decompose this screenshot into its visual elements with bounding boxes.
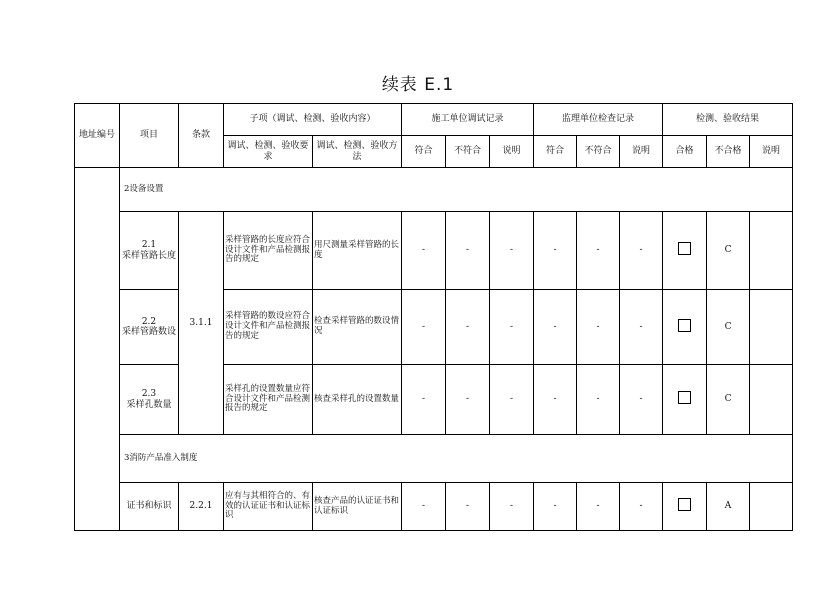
fail-level-cell: C [707,365,750,435]
page-title: 续表 E.1 [381,75,455,95]
result-note-cell[interactable] [750,365,793,435]
header-item: 项目 [120,104,179,168]
method-cell: 检查采样管路的数设情况 [313,290,402,365]
header-s-note: 说明 [620,136,663,168]
c-nonconform-cell: - [446,290,490,365]
header-construction-group: 施工单位调试记录 [402,104,534,136]
header-pass: 合格 [663,136,707,168]
c-nonconform-cell: - [446,483,490,531]
item-name: 采样管路长度 [122,250,177,261]
result-note-cell[interactable] [750,212,793,290]
item-name: 采样孔数量 [126,399,172,410]
pass-cell [663,212,707,290]
header-address-no: 地址编号 [75,104,120,168]
address-no-cell [75,168,120,531]
requirement-cell: 采样管路的数设应符合设计文件和产品检测报告的规定 [224,290,313,365]
pass-cell [663,290,707,365]
s-note-cell: - [620,290,663,365]
s-note-cell: - [620,212,663,290]
section-label: 2设备设置 [120,168,793,212]
pass-checkbox[interactable] [678,498,691,511]
s-nonconform-cell: - [577,212,620,290]
c-conform-cell: - [402,290,446,365]
header-fail: 不合格 [707,136,750,168]
section-label: 3消防产品准入制度 [120,435,793,483]
header-clause: 条款 [179,104,224,168]
header-c-note: 说明 [490,136,534,168]
fail-level-cell: C [707,212,750,290]
s-note-cell: - [620,365,663,435]
header-supervision-group: 监理单位检查记录 [534,104,663,136]
method-cell: 核查采样孔的设置数量 [313,365,402,435]
c-note-cell: - [490,212,534,290]
item-cell [120,290,179,365]
header-c-nonconform: 不符合 [446,136,490,168]
table-row [75,212,793,290]
c-note-cell: - [490,483,534,531]
requirement-cell: 应有与其相符合的、有效的认证证书和认证标识 [224,483,313,531]
result-note-cell[interactable] [750,483,793,531]
header-subitem-group: 子项（调试、检测、验收内容） [224,104,402,136]
item-number: 2.2 [141,316,157,327]
table-row [75,483,793,531]
s-conform-cell: - [534,483,577,531]
s-conform-cell: - [534,212,577,290]
header-requirement: 调试、检测、验收要求 [224,136,313,168]
item-cell [120,365,179,435]
c-conform-cell: - [402,212,446,290]
c-conform-cell: - [402,365,446,435]
pass-checkbox[interactable] [678,242,691,255]
s-nonconform-cell: - [577,483,620,531]
item-number: 2.3 [141,389,157,400]
s-conform-cell: - [534,290,577,365]
pass-cell [663,365,707,435]
method-cell: 核查产品的认证证书和认证标识 [313,483,402,531]
item-cell [120,212,179,290]
header-s-conform: 符合 [534,136,577,168]
requirement-cell: 采样管路的长度应符合设计文件和产品检测报告的规定 [224,212,313,290]
acceptance-table [74,103,793,531]
c-note-cell: - [490,290,534,365]
pass-cell [663,483,707,531]
item-name: 采样管路数设 [122,327,177,337]
clause-cell: 3.1.1 [179,212,224,435]
s-nonconform-cell: - [577,365,620,435]
header-method: 调试、检测、验收方法 [313,136,402,168]
pass-checkbox[interactable] [678,391,691,404]
fail-level-cell: A [707,483,750,531]
header-result-group: 检测、验收结果 [663,104,793,136]
header-r-note: 说明 [750,136,793,168]
fail-level-cell: C [707,290,750,365]
header-s-nonconform: 不符合 [577,136,620,168]
item-number: 2.1 [141,240,157,251]
item-cell: 证书和标识 [120,483,179,531]
s-conform-cell: - [534,365,577,435]
clause-cell: 2.2.1 [179,483,224,531]
requirement-cell: 采样孔的设置数量应符合设计文件和产品检测报告的规定 [224,365,313,435]
s-nonconform-cell: - [577,290,620,365]
result-note-cell[interactable] [750,290,793,365]
pass-checkbox[interactable] [678,319,691,332]
s-note-cell: - [620,483,663,531]
c-note-cell: - [490,365,534,435]
header-c-conform: 符合 [402,136,446,168]
c-nonconform-cell: - [446,212,490,290]
c-nonconform-cell: - [446,365,490,435]
c-conform-cell: - [402,483,446,531]
method-cell: 用尺测量采样管路的长度 [313,212,402,290]
